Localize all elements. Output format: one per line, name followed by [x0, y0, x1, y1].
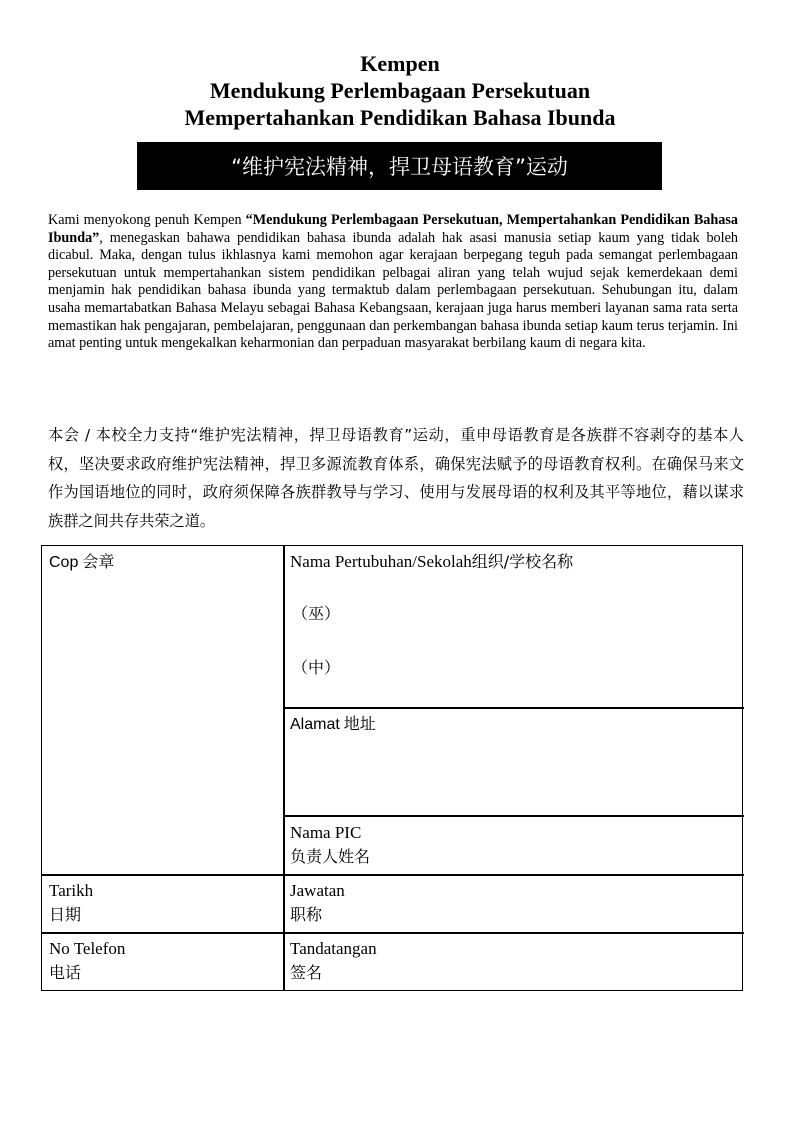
pic-label-latin: Nama PIC [290, 823, 362, 842]
signature-field[interactable] [290, 937, 377, 985]
pic-label-cn: 负责人姓名 [290, 847, 371, 866]
address-field[interactable] [290, 712, 376, 737]
title-line-3: Mempertahankan Pendidikan Bahasa Ibunda [184, 105, 616, 130]
signup-form-table [41, 545, 743, 991]
row-divider-org [283, 707, 744, 709]
date-label-latin: Tarikh [49, 881, 94, 900]
org-name-label-latin: Nama Pertubuhan/Sekolah [290, 552, 472, 571]
title-block [0, 50, 800, 131]
malay-campaign-name: “Mendukung Perlembagaan Persekutuan, Mempertahankan Pendidikan Bahasa Ibunda” [48, 212, 738, 246]
date-field[interactable] [49, 879, 93, 927]
org-name-field[interactable] [290, 550, 573, 575]
address-label-cn: 地址 [343, 714, 376, 733]
phone-label-cn: 电话 [49, 963, 82, 982]
chinese-paragraph: 本会 / 本校全力支持“维护宪法精神，捍卫母语教育”运动，重申母语教育是各族群不容剥夺的基本人权，坚决要求政府维护宪法精神，捍卫多源流教育体系，确保宪法赋予的母语教育权利。在确保马来文作为国语地位的同时，政府须保障各族群教导与学习、使用与发展母语的权利及其平等地位，藉以谋求族群之间共存共荣之道。 [48, 426, 744, 530]
phone-label-latin: No Telefon [49, 939, 126, 958]
cop-label-cn: 会章 [82, 552, 115, 571]
org-name-malay-line[interactable]: （巫） [292, 606, 341, 623]
row-divider-pic [42, 874, 744, 876]
title-line-1: Kempen [360, 51, 440, 76]
signature-label-cn: 签名 [290, 963, 323, 982]
date-label-cn: 日期 [49, 905, 82, 924]
org-name-label-cn: 组织/学校名称 [471, 552, 574, 571]
address-label-latin: Alamat [290, 716, 340, 733]
cop-label-latin: Cop [49, 554, 79, 571]
phone-field[interactable] [49, 937, 125, 985]
pic-field[interactable] [290, 821, 370, 869]
chinese-title-banner: “维护宪法精神，捍卫母语教育”运动 [137, 142, 662, 190]
row-divider-date [42, 932, 744, 934]
position-label-cn: 职称 [290, 905, 323, 924]
malay-body: , menegaskan bahawa pendidikan bahasa ibunda adalah hak asasi manusia setiap kaum yang tidak boleh dicabul. Maka, dengan tulus ikhlasnya kami memohon agar kerajaan berpegang teguh pada semangat perlembagaan persekutuan untuk mempertahankan sistem pendidikan pelbagai aliran yang telah wujud sejak kemerdekaan demi menjamin hak pendidikan bahasa ibunda yang termaktub dalam perlembagaan persekutuan. Sehubungan itu, dalam usaha memartabatkan Bahasa Melayu sebagai Bahasa Kebangsaan, kerajaan juga harus memberi layanan sama rata serta memastikan hak pengajaran, pembelajaran, penggunaan dan perkembangan bahasa ibunda setiap kaum terus terjamin. Ini amat penting untuk mengekalkan keharmonian dan perpaduan masyarakat berbilang kaum di negara kita. [48, 229, 738, 352]
column-divider [283, 546, 285, 990]
row-divider-address [283, 815, 744, 817]
title-line-2: Mendukung Perlembagaan Persekutuan [209, 78, 591, 103]
malay-intro: Kami menyokong penuh Kempen [48, 212, 246, 228]
malay-paragraph [48, 212, 738, 353]
position-label-latin: Jawatan [290, 881, 345, 900]
position-field[interactable] [290, 879, 345, 927]
cop-field[interactable] [49, 550, 114, 575]
signature-label-latin: Tandatangan [290, 939, 377, 958]
org-name-chinese-line[interactable]: （中） [292, 660, 341, 677]
